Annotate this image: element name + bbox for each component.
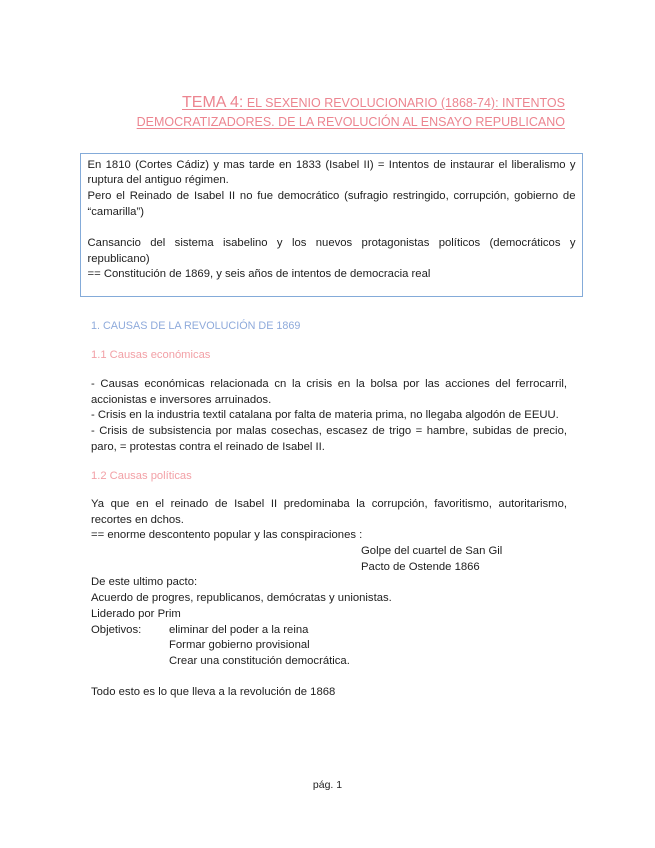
conspiracy-item: Golpe del cuartel de San Gil (361, 545, 503, 558)
objective-item: Crear una constitución democrática. (169, 654, 350, 667)
body-text-line: recortes en dchos. (91, 513, 184, 526)
title-line-1 (91, 94, 565, 113)
blank-line (88, 220, 576, 236)
objective-item: Formar gobierno provisional (169, 639, 310, 652)
conclusion-line: Todo esto es lo que lleva a la revolución de 1868 (91, 686, 336, 699)
title-line-2: DEMOCRATIZADORES. DE LA REVOLUCIÓN AL ENSAYO REPUBLICANO (136, 114, 565, 129)
economic-causes-list (91, 377, 567, 455)
political-causes-body (91, 497, 567, 701)
objectives-label: Objetivos: (91, 623, 142, 636)
intro-text-line: En 1810 (Cortes Cádiz) y mas tarde en 1833 (Isabel II) = Intentos de instaurar el liberalismo y (87, 158, 576, 171)
intro-text-line: == Constitución de 1869, y seis años de intentos de democracia real (87, 268, 431, 281)
intro-text-line: republicano) (87, 252, 150, 265)
title-line-1-text: EL SEXENIO REVOLUCIONARIO (1868-74): INTENTOS (246, 95, 565, 110)
body-text-line: Ya que en el reinado de Isabel II predominaba la corrupción, favoritismo, autoritarismo, (91, 498, 567, 510)
intro-paragraph (88, 236, 576, 267)
subsection-heading-economic: 1.1 Causas económicas (91, 349, 211, 361)
agreement-line: Acuerdo de progres, republicanos, demócratas y unionistas. (91, 592, 392, 605)
subsection-heading-political: 1.2 Causas políticas (91, 470, 192, 482)
body-text-line: accionistas e inversores arruinados. (91, 393, 272, 406)
objective-item: eliminar del poder a la reina (169, 623, 309, 636)
political-intro-paragraph (91, 497, 567, 528)
body-text-line: - Crisis en la industria textil catalana por falta de materia prima, no llegaba algodón de EEUU. (91, 409, 559, 422)
discontent-line: == enorme descontento popular y las conspiraciones : (91, 529, 363, 542)
economic-cause-item (91, 408, 567, 424)
economic-cause-item (91, 424, 567, 455)
blank-line (91, 670, 567, 686)
document-title (91, 94, 565, 132)
section-heading: 1. CAUSAS DE LA REVOLUCIÓN DE 1869 (91, 320, 301, 332)
objectives-row (91, 623, 567, 639)
conspiracy-item: Pacto de Ostende 1866 (361, 560, 480, 573)
body-text-line: paro, = protestas contra el reinado de Isabel II. (91, 440, 325, 453)
intro-paragraph (88, 189, 576, 220)
intro-text-box (80, 153, 583, 297)
leader-line: Liderado por Prim (91, 607, 181, 620)
intro-text-line: Pero el Reinado de Isabel II no fue democrático (sufragio restringido, corrupción, gobierno de (87, 190, 576, 203)
body-text-line: - Causas económicas relacionada cn la crisis en la bolsa por las acciones del ferrocarril, (91, 378, 567, 390)
intro-text-line: ruptura del antiguo régimen. (87, 174, 229, 187)
intro-text-line: “camarilla”) (87, 205, 144, 218)
economic-cause-item (91, 377, 567, 408)
intro-paragraph (88, 267, 576, 283)
page-number: pág. 1 (312, 779, 343, 791)
title-topic-number: TEMA 4: (182, 93, 244, 111)
pact-intro-line: De este ultimo pacto: (91, 576, 198, 589)
body-text-line: - Crisis de subsistencia por malas cosechas, escasez de trigo = hambre, subidas de precio, (91, 425, 567, 438)
intro-text-line: Cansancio del sistema isabelino y los nuevos protagonistas políticos (democráticos y (87, 237, 576, 250)
intro-paragraph (88, 158, 576, 189)
